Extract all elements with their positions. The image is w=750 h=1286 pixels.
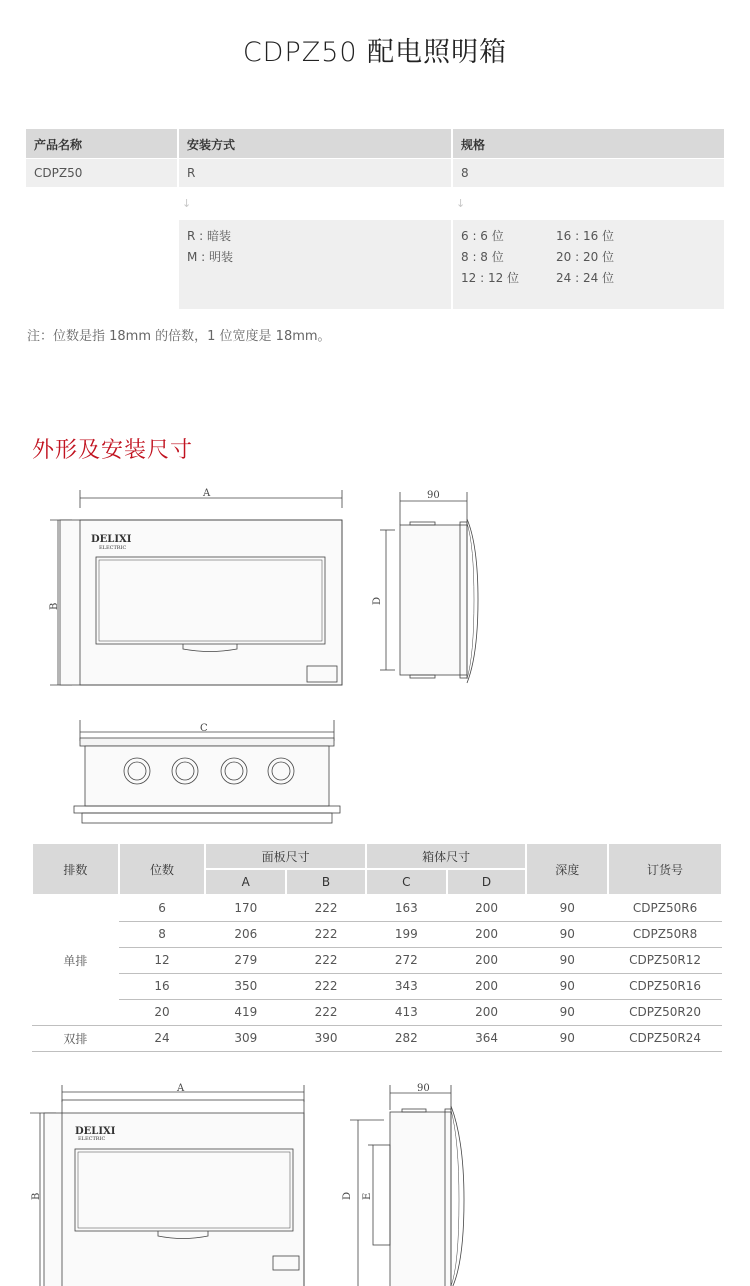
cell-a: 419 [205,999,286,1025]
cell-order-number: CDPZ50R24 [608,1025,722,1051]
footnote: 注：位数是指 18mm 的倍数，1 位宽度是 18mm。 [27,329,331,344]
cell-depth: 90 [526,921,608,947]
double-front-view-drawing [28,1080,318,1286]
mount-option: M : 明装 [187,250,234,264]
dimension-label-d: D [372,596,383,605]
cell-order-number: CDPZ50R20 [608,999,722,1025]
table-row [32,999,722,1025]
spec-value-product: CDPZ50 [26,159,177,187]
size-options [453,220,724,309]
cell-order-number: CDPZ50R6 [608,895,722,921]
cell-c: 199 [366,921,447,947]
section-title: 外形及安装尺寸 [32,438,194,463]
size-option: 8 : 8 位 [461,250,504,264]
cell-depth: 90 [526,947,608,973]
brand-subtitle: ELECTRIC [78,1136,106,1142]
header-panel-size: 面板尺寸 [205,843,366,869]
dimension-label-a: A [177,1083,185,1094]
header-order-number: 订货号 [608,843,722,895]
cell-positions: 16 [119,973,206,999]
arrow-down-icon: ↓ [182,197,192,210]
cell-positions: 20 [119,999,206,1025]
brand-subtitle: ELECTRIC [99,545,127,551]
cell-positions: 24 [119,1025,206,1051]
cell-d: 200 [447,895,527,921]
dimension-label-a: A [203,488,211,499]
cell-a: 170 [205,895,286,921]
side-view-drawing [370,485,500,690]
brand-logo: DELIXI [91,534,132,545]
dimension-label-depth: 90 [427,490,440,501]
cell-order-number: CDPZ50R16 [608,973,722,999]
cell-a: 309 [205,1025,286,1051]
header-box-size: 箱体尺寸 [366,843,527,869]
cell-d: 200 [447,973,527,999]
cell-b: 222 [286,973,366,999]
dimension-label-c: C [200,723,208,734]
spec-header-size: 规格 [453,129,724,158]
row-group-double: 双排 [32,1025,119,1051]
cell-b: 222 [286,999,366,1025]
cell-c: 343 [366,973,447,999]
cell-b: 222 [286,947,366,973]
cell-positions: 8 [119,921,206,947]
table-row [32,895,722,921]
cell-positions: 12 [119,947,206,973]
cell-a: 350 [205,973,286,999]
cell-depth: 90 [526,895,608,921]
cell-d: 200 [447,947,527,973]
table-row [32,1025,722,1051]
cell-depth: 90 [526,1025,608,1051]
size-option: 12 : 12 位 [461,271,520,285]
cell-positions: 6 [119,895,206,921]
header-c: C [366,869,447,895]
dimension-label-b: B [31,1192,42,1200]
cell-depth: 90 [526,999,608,1025]
page-title: CDPZ50 配电照明箱 [242,37,508,68]
spec-header-mount: 安装方式 [179,129,451,158]
top-view-drawing [72,715,347,830]
header-depth: 深度 [526,843,608,895]
cell-c: 272 [366,947,447,973]
header-a: A [205,869,286,895]
cell-depth: 90 [526,973,608,999]
cell-a: 279 [205,947,286,973]
spec-header-product: 产品名称 [26,129,177,158]
table-row [32,973,722,999]
mount-option: R : 暗装 [187,229,232,243]
brand-logo: DELIXI [75,1126,116,1137]
size-option: 20 : 20 位 [556,250,615,264]
cell-d: 200 [447,999,527,1025]
size-option: 6 : 6 位 [461,229,504,243]
cell-c: 413 [366,999,447,1025]
dimension-label-depth: 90 [417,1083,430,1094]
size-option: 24 : 24 位 [556,271,615,285]
row-group-single: 单排 [32,895,119,1025]
cell-b: 390 [286,1025,366,1051]
cell-a: 206 [205,921,286,947]
dimensions-table [31,842,723,1052]
dimension-label-b: B [49,602,60,610]
arrow-down-icon: ↓ [456,197,466,210]
header-positions: 位数 [119,843,206,895]
cell-c: 282 [366,1025,447,1051]
dimension-label-d: D [342,1191,353,1200]
cell-d: 200 [447,921,527,947]
header-rows: 排数 [32,843,119,895]
table-row [32,921,722,947]
spec-value-size: 8 [453,159,724,187]
front-view-drawing [45,480,355,690]
cell-order-number: CDPZ50R8 [608,921,722,947]
double-side-view-drawing [338,1080,478,1286]
cell-b: 222 [286,921,366,947]
size-option: 16 : 16 位 [556,229,615,243]
header-d: D [447,869,527,895]
cell-b: 222 [286,895,366,921]
header-b: B [286,869,366,895]
cell-d: 364 [447,1025,527,1051]
dimension-label-e: E [362,1192,373,1200]
table-row [32,947,722,973]
cell-c: 163 [366,895,447,921]
cell-order-number: CDPZ50R12 [608,947,722,973]
spec-value-mount: R [179,159,451,187]
mount-options [179,220,451,309]
